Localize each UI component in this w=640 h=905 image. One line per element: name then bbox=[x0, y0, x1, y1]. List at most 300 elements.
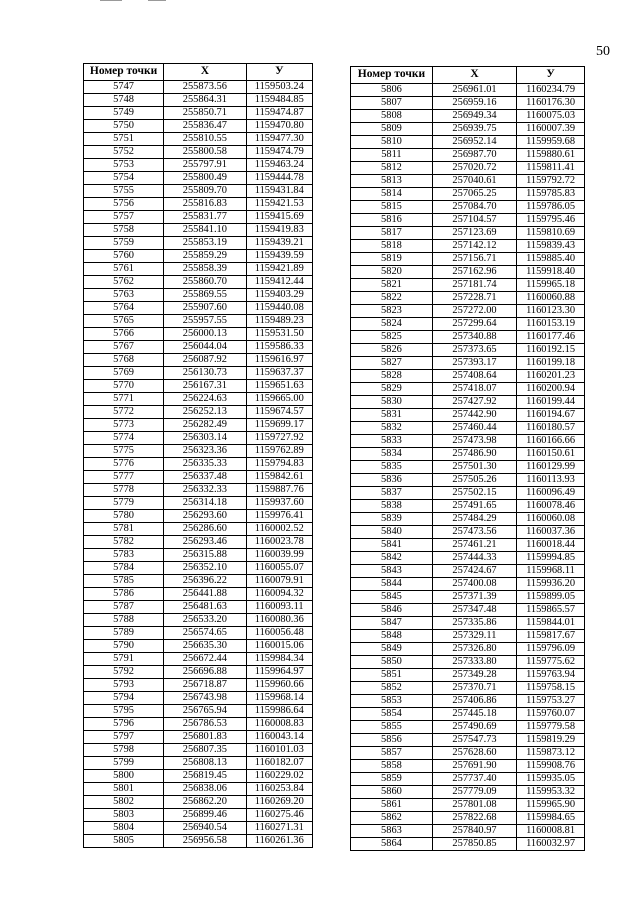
table-row bbox=[84, 627, 313, 640]
point-number-cell: 5788 bbox=[84, 614, 164, 627]
y-coordinate-cell: 1159960.66 bbox=[246, 679, 312, 692]
point-number-cell: 5766 bbox=[84, 328, 164, 341]
x-coordinate-cell: 257505.26 bbox=[432, 474, 516, 487]
x-coordinate-cell: 257084.70 bbox=[432, 201, 516, 214]
table-row bbox=[84, 835, 313, 848]
y-coordinate-cell: 1159727.92 bbox=[246, 432, 312, 445]
x-coordinate-cell: 256130.73 bbox=[164, 367, 246, 380]
x-coordinate-cell: 256940.54 bbox=[164, 822, 246, 835]
x-coordinate-cell: 257326.80 bbox=[432, 643, 516, 656]
header-x: X bbox=[164, 64, 246, 81]
x-coordinate-cell: 256718.87 bbox=[164, 679, 246, 692]
table-row bbox=[84, 458, 313, 471]
y-coordinate-cell: 1159936.20 bbox=[517, 578, 585, 591]
x-coordinate-cell: 257418.07 bbox=[432, 383, 516, 396]
point-number-cell: 5810 bbox=[351, 136, 433, 149]
point-number-cell: 5863 bbox=[351, 825, 433, 838]
x-coordinate-cell: 256282.49 bbox=[164, 419, 246, 432]
table-row bbox=[351, 708, 585, 721]
point-number-cell: 5845 bbox=[351, 591, 433, 604]
point-number-cell: 5846 bbox=[351, 604, 433, 617]
y-coordinate-cell: 1160199.44 bbox=[517, 396, 585, 409]
point-number-cell: 5820 bbox=[351, 266, 433, 279]
y-coordinate-cell: 1160101.03 bbox=[246, 744, 312, 757]
x-coordinate-cell: 256961.01 bbox=[432, 84, 516, 97]
point-number-cell: 5797 bbox=[84, 731, 164, 744]
point-number-cell: 5823 bbox=[351, 305, 433, 318]
x-coordinate-cell: 257272.00 bbox=[432, 305, 516, 318]
x-coordinate-cell: 256352.10 bbox=[164, 562, 246, 575]
table-row bbox=[351, 643, 585, 656]
table-row bbox=[351, 760, 585, 773]
table-row bbox=[84, 731, 313, 744]
table-row bbox=[351, 539, 585, 552]
x-coordinate-cell: 256337.48 bbox=[164, 471, 246, 484]
table-row bbox=[84, 328, 313, 341]
point-number-cell: 5825 bbox=[351, 331, 433, 344]
y-coordinate-cell: 1160199.18 bbox=[517, 357, 585, 370]
point-number-cell: 5833 bbox=[351, 435, 433, 448]
point-number-cell: 5854 bbox=[351, 708, 433, 721]
y-coordinate-cell: 1159994.85 bbox=[517, 552, 585, 565]
table-row bbox=[84, 224, 313, 237]
table-row bbox=[84, 302, 313, 315]
table-row bbox=[84, 562, 313, 575]
x-coordinate-cell: 256167.31 bbox=[164, 380, 246, 393]
y-coordinate-cell: 1159762.89 bbox=[246, 445, 312, 458]
table-header-row bbox=[351, 67, 585, 84]
y-coordinate-cell: 1159763.94 bbox=[517, 669, 585, 682]
table-row bbox=[351, 409, 585, 422]
y-coordinate-cell: 1159760.07 bbox=[517, 708, 585, 721]
table-row bbox=[351, 357, 585, 370]
table-row bbox=[351, 734, 585, 747]
x-coordinate-cell: 255864.31 bbox=[164, 94, 246, 107]
y-coordinate-cell: 1159474.87 bbox=[246, 107, 312, 120]
y-coordinate-cell: 1159887.76 bbox=[246, 484, 312, 497]
point-number-cell: 5757 bbox=[84, 211, 164, 224]
table-row bbox=[351, 448, 585, 461]
y-coordinate-cell: 1160177.46 bbox=[517, 331, 585, 344]
table-row bbox=[351, 799, 585, 812]
x-coordinate-cell: 256862.20 bbox=[164, 796, 246, 809]
table-row bbox=[351, 578, 585, 591]
x-coordinate-cell: 255816.83 bbox=[164, 198, 246, 211]
x-coordinate-cell: 256743.98 bbox=[164, 692, 246, 705]
x-coordinate-cell: 257104.57 bbox=[432, 214, 516, 227]
point-number-cell: 5805 bbox=[84, 835, 164, 848]
table-row bbox=[351, 773, 585, 786]
x-coordinate-cell: 256224.63 bbox=[164, 393, 246, 406]
table-row bbox=[84, 666, 313, 679]
x-coordinate-cell: 256533.20 bbox=[164, 614, 246, 627]
x-coordinate-cell: 256323.36 bbox=[164, 445, 246, 458]
y-coordinate-cell: 1160015.06 bbox=[246, 640, 312, 653]
y-coordinate-cell: 1160008.81 bbox=[517, 825, 585, 838]
point-number-cell: 5790 bbox=[84, 640, 164, 653]
table-header-row bbox=[84, 64, 313, 81]
table-row bbox=[84, 705, 313, 718]
x-coordinate-cell: 257822.68 bbox=[432, 812, 516, 825]
x-coordinate-cell: 257547.73 bbox=[432, 734, 516, 747]
table-row bbox=[84, 770, 313, 783]
point-number-cell: 5862 bbox=[351, 812, 433, 825]
table-row bbox=[84, 783, 313, 796]
point-number-cell: 5843 bbox=[351, 565, 433, 578]
point-number-cell: 5811 bbox=[351, 149, 433, 162]
y-coordinate-cell: 1160234.79 bbox=[517, 84, 585, 97]
y-coordinate-cell: 1160180.57 bbox=[517, 422, 585, 435]
point-number-cell: 5856 bbox=[351, 734, 433, 747]
x-coordinate-cell: 257501.30 bbox=[432, 461, 516, 474]
table-row bbox=[84, 653, 313, 666]
y-coordinate-cell: 1159616.97 bbox=[246, 354, 312, 367]
x-coordinate-cell: 256286.60 bbox=[164, 523, 246, 536]
point-number-cell: 5784 bbox=[84, 562, 164, 575]
y-coordinate-cell: 1159817.67 bbox=[517, 630, 585, 643]
x-coordinate-cell: 256765.94 bbox=[164, 705, 246, 718]
point-number-cell: 5852 bbox=[351, 682, 433, 695]
x-coordinate-cell: 257801.08 bbox=[432, 799, 516, 812]
point-number-cell: 5839 bbox=[351, 513, 433, 526]
table-row bbox=[84, 185, 313, 198]
x-coordinate-cell: 257779.09 bbox=[432, 786, 516, 799]
x-coordinate-cell: 256574.65 bbox=[164, 627, 246, 640]
x-coordinate-cell: 257370.71 bbox=[432, 682, 516, 695]
header-y: У bbox=[517, 67, 585, 84]
x-coordinate-cell: 256441.88 bbox=[164, 588, 246, 601]
table-row bbox=[351, 838, 585, 851]
x-coordinate-cell: 257737.40 bbox=[432, 773, 516, 786]
x-coordinate-cell: 256952.14 bbox=[432, 136, 516, 149]
y-coordinate-cell: 1159796.09 bbox=[517, 643, 585, 656]
x-coordinate-cell: 257123.69 bbox=[432, 227, 516, 240]
table-row bbox=[84, 523, 313, 536]
table-row bbox=[84, 510, 313, 523]
y-coordinate-cell: 1159439.59 bbox=[246, 250, 312, 263]
y-coordinate-cell: 1159439.21 bbox=[246, 237, 312, 250]
table-row bbox=[351, 149, 585, 162]
table-row bbox=[84, 640, 313, 653]
y-coordinate-cell: 1160201.23 bbox=[517, 370, 585, 383]
point-number-cell: 5763 bbox=[84, 289, 164, 302]
table-row bbox=[84, 237, 313, 250]
table-row bbox=[351, 825, 585, 838]
y-coordinate-cell: 1160166.66 bbox=[517, 435, 585, 448]
table-row bbox=[84, 419, 313, 432]
x-coordinate-cell: 256987.70 bbox=[432, 149, 516, 162]
y-coordinate-cell: 1159811.41 bbox=[517, 162, 585, 175]
x-coordinate-cell: 255831.77 bbox=[164, 211, 246, 224]
point-number-cell: 5840 bbox=[351, 526, 433, 539]
y-coordinate-cell: 1159885.40 bbox=[517, 253, 585, 266]
point-number-cell: 5807 bbox=[351, 97, 433, 110]
x-coordinate-cell: 256786.53 bbox=[164, 718, 246, 731]
x-coordinate-cell: 256044.04 bbox=[164, 341, 246, 354]
point-number-cell: 5836 bbox=[351, 474, 433, 487]
y-coordinate-cell: 1159415.69 bbox=[246, 211, 312, 224]
table-row bbox=[84, 367, 313, 380]
x-coordinate-cell: 255809.70 bbox=[164, 185, 246, 198]
y-coordinate-cell: 1159531.50 bbox=[246, 328, 312, 341]
x-coordinate-cell: 256808.13 bbox=[164, 757, 246, 770]
x-coordinate-cell: 256956.58 bbox=[164, 835, 246, 848]
point-number-cell: 5799 bbox=[84, 757, 164, 770]
table-row bbox=[351, 227, 585, 240]
point-number-cell: 5821 bbox=[351, 279, 433, 292]
x-coordinate-cell: 257442.90 bbox=[432, 409, 516, 422]
table-row bbox=[84, 120, 313, 133]
y-coordinate-cell: 1159421.89 bbox=[246, 263, 312, 276]
y-coordinate-cell: 1160037.36 bbox=[517, 526, 585, 539]
x-coordinate-cell: 257491.65 bbox=[432, 500, 516, 513]
table-row bbox=[351, 812, 585, 825]
y-coordinate-cell: 1159463.24 bbox=[246, 159, 312, 172]
x-coordinate-cell: 257040.61 bbox=[432, 175, 516, 188]
point-number-cell: 5778 bbox=[84, 484, 164, 497]
y-coordinate-cell: 1160253.84 bbox=[246, 783, 312, 796]
y-coordinate-cell: 1159918.40 bbox=[517, 266, 585, 279]
y-coordinate-cell: 1160008.83 bbox=[246, 718, 312, 731]
x-coordinate-cell: 256293.46 bbox=[164, 536, 246, 549]
y-coordinate-cell: 1159844.01 bbox=[517, 617, 585, 630]
point-number-cell: 5772 bbox=[84, 406, 164, 419]
point-number-cell: 5859 bbox=[351, 773, 433, 786]
x-coordinate-cell: 255797.91 bbox=[164, 159, 246, 172]
coordinates-table-left bbox=[83, 63, 313, 848]
table-row bbox=[84, 575, 313, 588]
point-number-cell: 5834 bbox=[351, 448, 433, 461]
table-row bbox=[84, 679, 313, 692]
table-row bbox=[351, 565, 585, 578]
table-row bbox=[351, 97, 585, 110]
table-row bbox=[351, 136, 585, 149]
table-row bbox=[351, 84, 585, 97]
point-number-cell: 5819 bbox=[351, 253, 433, 266]
x-coordinate-cell: 256252.13 bbox=[164, 406, 246, 419]
table-row bbox=[351, 721, 585, 734]
x-coordinate-cell: 257427.92 bbox=[432, 396, 516, 409]
x-coordinate-cell: 257424.67 bbox=[432, 565, 516, 578]
point-number-cell: 5826 bbox=[351, 344, 433, 357]
point-number-cell: 5758 bbox=[84, 224, 164, 237]
point-number-cell: 5816 bbox=[351, 214, 433, 227]
y-coordinate-cell: 1159779.58 bbox=[517, 721, 585, 734]
x-coordinate-cell: 256396.22 bbox=[164, 575, 246, 588]
point-number-cell: 5835 bbox=[351, 461, 433, 474]
table-row bbox=[84, 484, 313, 497]
x-coordinate-cell: 257373.65 bbox=[432, 344, 516, 357]
table-row bbox=[351, 292, 585, 305]
point-number-cell: 5851 bbox=[351, 669, 433, 682]
x-coordinate-cell: 257473.98 bbox=[432, 435, 516, 448]
table-row bbox=[84, 393, 313, 406]
point-number-cell: 5802 bbox=[84, 796, 164, 809]
table-row bbox=[84, 133, 313, 146]
header-y: У bbox=[246, 64, 312, 81]
y-coordinate-cell: 1159794.83 bbox=[246, 458, 312, 471]
x-coordinate-cell: 257329.11 bbox=[432, 630, 516, 643]
table-row bbox=[84, 796, 313, 809]
x-coordinate-cell: 256087.92 bbox=[164, 354, 246, 367]
y-coordinate-cell: 1159419.83 bbox=[246, 224, 312, 237]
y-coordinate-cell: 1160060.88 bbox=[517, 292, 585, 305]
x-coordinate-cell: 256801.83 bbox=[164, 731, 246, 744]
table-row bbox=[84, 432, 313, 445]
point-number-cell: 5838 bbox=[351, 500, 433, 513]
table-row bbox=[351, 331, 585, 344]
x-coordinate-cell: 256819.45 bbox=[164, 770, 246, 783]
y-coordinate-cell: 1160002.52 bbox=[246, 523, 312, 536]
x-coordinate-cell: 257020.72 bbox=[432, 162, 516, 175]
table-row bbox=[351, 747, 585, 760]
y-coordinate-cell: 1159965.18 bbox=[517, 279, 585, 292]
x-coordinate-cell: 256807.35 bbox=[164, 744, 246, 757]
y-coordinate-cell: 1160032.97 bbox=[517, 838, 585, 851]
y-coordinate-cell: 1159842.61 bbox=[246, 471, 312, 484]
x-coordinate-cell: 256303.14 bbox=[164, 432, 246, 445]
x-coordinate-cell: 257335.86 bbox=[432, 617, 516, 630]
table-body-left bbox=[84, 81, 313, 848]
table-row bbox=[351, 461, 585, 474]
y-coordinate-cell: 1159775.62 bbox=[517, 656, 585, 669]
point-number-cell: 5822 bbox=[351, 292, 433, 305]
point-number-cell: 5815 bbox=[351, 201, 433, 214]
table-row bbox=[84, 198, 313, 211]
table-row bbox=[351, 123, 585, 136]
point-number-cell: 5768 bbox=[84, 354, 164, 367]
x-coordinate-cell: 257340.88 bbox=[432, 331, 516, 344]
x-coordinate-cell: 257502.15 bbox=[432, 487, 516, 500]
table-row bbox=[84, 601, 313, 614]
point-number-cell: 5777 bbox=[84, 471, 164, 484]
table-row bbox=[84, 211, 313, 224]
point-number-cell: 5814 bbox=[351, 188, 433, 201]
table-row bbox=[351, 682, 585, 695]
x-coordinate-cell: 255858.39 bbox=[164, 263, 246, 276]
y-coordinate-cell: 1159968.14 bbox=[246, 692, 312, 705]
table-row bbox=[351, 266, 585, 279]
x-coordinate-cell: 256959.16 bbox=[432, 97, 516, 110]
x-coordinate-cell: 256314.18 bbox=[164, 497, 246, 510]
point-number-cell: 5804 bbox=[84, 822, 164, 835]
scan-marks bbox=[100, 0, 170, 2]
table-row bbox=[351, 162, 585, 175]
x-coordinate-cell: 257406.86 bbox=[432, 695, 516, 708]
y-coordinate-cell: 1159935.05 bbox=[517, 773, 585, 786]
x-coordinate-cell: 255841.10 bbox=[164, 224, 246, 237]
x-coordinate-cell: 256939.75 bbox=[432, 123, 516, 136]
point-number-cell: 5747 bbox=[84, 81, 164, 94]
point-number-cell: 5753 bbox=[84, 159, 164, 172]
y-coordinate-cell: 1160055.07 bbox=[246, 562, 312, 575]
table-row bbox=[84, 146, 313, 159]
y-coordinate-cell: 1160129.99 bbox=[517, 461, 585, 474]
coordinates-table-right bbox=[350, 66, 585, 851]
x-coordinate-cell: 257371.39 bbox=[432, 591, 516, 604]
y-coordinate-cell: 1159474.79 bbox=[246, 146, 312, 159]
x-coordinate-cell: 255800.58 bbox=[164, 146, 246, 159]
y-coordinate-cell: 1159908.76 bbox=[517, 760, 585, 773]
y-coordinate-cell: 1160043.14 bbox=[246, 731, 312, 744]
point-number-cell: 5769 bbox=[84, 367, 164, 380]
x-coordinate-cell: 256949.34 bbox=[432, 110, 516, 123]
table-row bbox=[351, 630, 585, 643]
table-row bbox=[84, 445, 313, 458]
table-row bbox=[84, 744, 313, 757]
table-row bbox=[351, 110, 585, 123]
y-coordinate-cell: 1160018.44 bbox=[517, 539, 585, 552]
point-number-cell: 5813 bbox=[351, 175, 433, 188]
y-coordinate-cell: 1159637.37 bbox=[246, 367, 312, 380]
table-row bbox=[351, 552, 585, 565]
table-row bbox=[351, 487, 585, 500]
table-row bbox=[84, 809, 313, 822]
table-row bbox=[351, 253, 585, 266]
point-number-cell: 5864 bbox=[351, 838, 433, 851]
x-coordinate-cell: 255860.70 bbox=[164, 276, 246, 289]
x-coordinate-cell: 257156.71 bbox=[432, 253, 516, 266]
y-coordinate-cell: 1160150.61 bbox=[517, 448, 585, 461]
y-coordinate-cell: 1159865.57 bbox=[517, 604, 585, 617]
x-coordinate-cell: 257181.74 bbox=[432, 279, 516, 292]
point-number-cell: 5793 bbox=[84, 679, 164, 692]
point-number-cell: 5773 bbox=[84, 419, 164, 432]
table-row bbox=[351, 383, 585, 396]
table-row bbox=[351, 591, 585, 604]
point-number-cell: 5860 bbox=[351, 786, 433, 799]
table-row bbox=[351, 188, 585, 201]
y-coordinate-cell: 1160094.32 bbox=[246, 588, 312, 601]
y-coordinate-cell: 1159984.34 bbox=[246, 653, 312, 666]
x-coordinate-cell: 257473.56 bbox=[432, 526, 516, 539]
y-coordinate-cell: 1159665.00 bbox=[246, 393, 312, 406]
y-coordinate-cell: 1159965.90 bbox=[517, 799, 585, 812]
point-number-cell: 5828 bbox=[351, 370, 433, 383]
point-number-cell: 5779 bbox=[84, 497, 164, 510]
page-number: 50 bbox=[596, 44, 610, 59]
x-coordinate-cell: 257400.08 bbox=[432, 578, 516, 591]
point-number-cell: 5771 bbox=[84, 393, 164, 406]
y-coordinate-cell: 1160194.67 bbox=[517, 409, 585, 422]
point-number-cell: 5787 bbox=[84, 601, 164, 614]
x-coordinate-cell: 257408.64 bbox=[432, 370, 516, 383]
x-coordinate-cell: 256335.33 bbox=[164, 458, 246, 471]
point-number-cell: 5847 bbox=[351, 617, 433, 630]
point-number-cell: 5794 bbox=[84, 692, 164, 705]
table-row bbox=[84, 250, 313, 263]
point-number-cell: 5858 bbox=[351, 760, 433, 773]
x-coordinate-cell: 257850.85 bbox=[432, 838, 516, 851]
y-coordinate-cell: 1159953.32 bbox=[517, 786, 585, 799]
y-coordinate-cell: 1160123.30 bbox=[517, 305, 585, 318]
y-coordinate-cell: 1160229.02 bbox=[246, 770, 312, 783]
point-number-cell: 5782 bbox=[84, 536, 164, 549]
y-coordinate-cell: 1159753.27 bbox=[517, 695, 585, 708]
point-number-cell: 5841 bbox=[351, 539, 433, 552]
table-row bbox=[351, 526, 585, 539]
point-number-cell: 5853 bbox=[351, 695, 433, 708]
point-number-cell: 5812 bbox=[351, 162, 433, 175]
point-number-cell: 5754 bbox=[84, 172, 164, 185]
x-coordinate-cell: 257142.12 bbox=[432, 240, 516, 253]
table-row bbox=[351, 695, 585, 708]
table-row bbox=[84, 536, 313, 549]
point-number-cell: 5780 bbox=[84, 510, 164, 523]
y-coordinate-cell: 1159412.44 bbox=[246, 276, 312, 289]
point-number-cell: 5785 bbox=[84, 575, 164, 588]
table-row bbox=[84, 107, 313, 120]
